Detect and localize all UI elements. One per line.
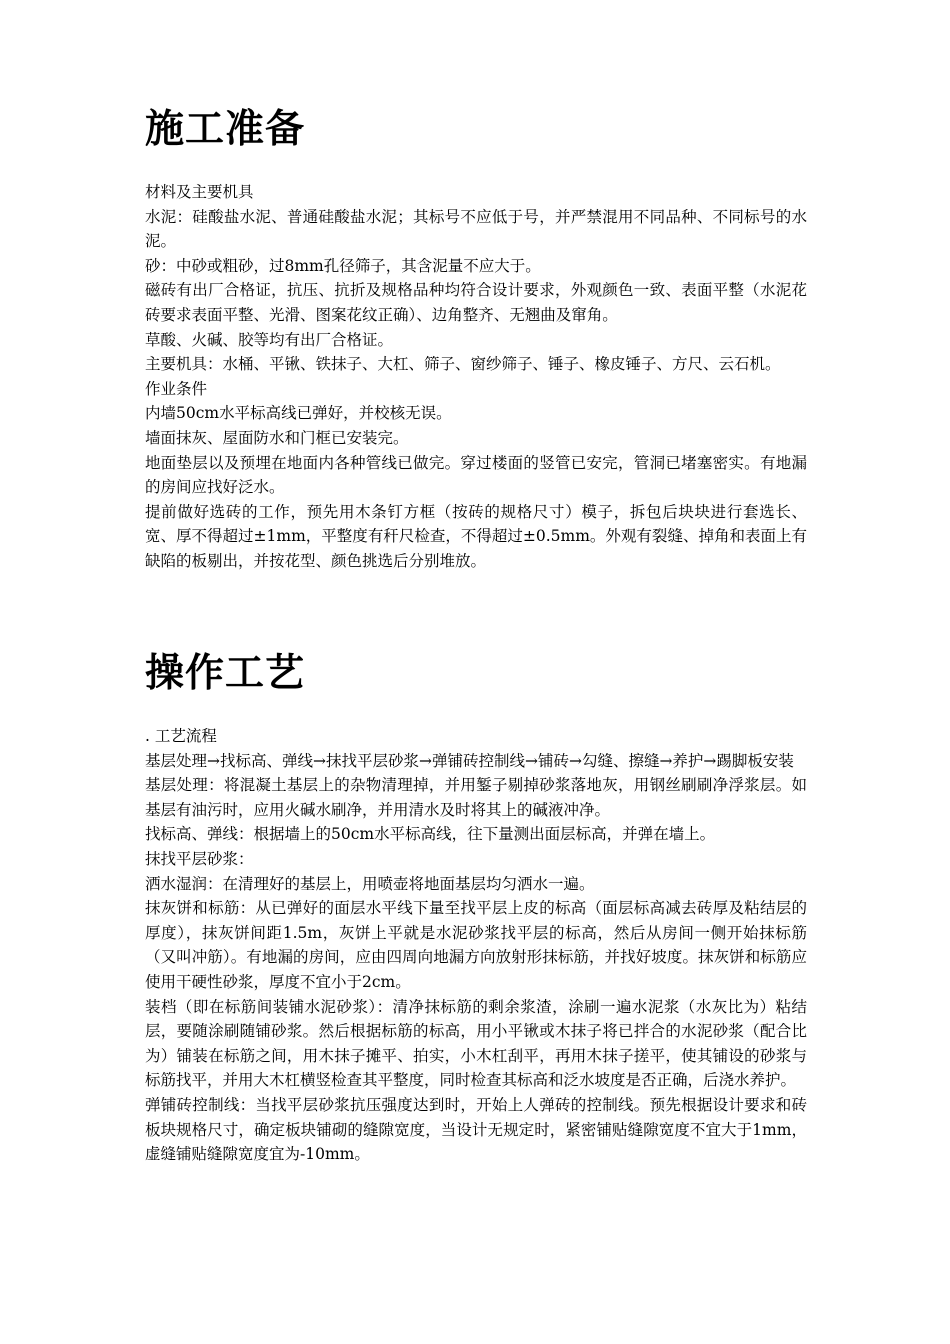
paragraph: 作业条件 — [145, 379, 208, 398]
paragraph: 基层处理→找标高、弹线→抹找平层砂浆→弹铺砖控制线→铺砖→勾缝、擦缝→养护→踢脚板安装 — [145, 751, 794, 770]
paragraph: 水泥：硅酸盐水泥、普通硅酸盐水泥；其标号不应低于号，并严禁混用不同品种、不同标号的水泥。 — [145, 207, 807, 251]
section-title: 操作工艺 — [145, 651, 306, 696]
paragraph: 基层处理：将混凝土基层上的杂物清理掉，并用錾子剔掉砂浆落地灰，用钢丝刷刷净浮浆层。如基层有油污时，应用火碱水刷净，并用清水及时将其上的碱液冲净。 — [145, 776, 807, 819]
section-construction-preparation — [145, 104, 807, 574]
paragraph: 草酸、火碱、胶等均有出厂合格证。 — [145, 330, 394, 349]
paragraph: 抹找平层砂浆： — [145, 849, 254, 868]
paragraph: 材料及主要机具 — [145, 183, 254, 201]
section-title: 施工准备 — [145, 107, 306, 152]
paragraph: 提前做好选砖的工作，预先用木条钉方框（按砖的规格尺寸）模子，拆包后块块进行套选长、宽、厚不得超过±1mm，平整度有秆尺检查，不得超过±0.5mm。外观有裂缝、掉角和表面上有缺陷的板剔出，并按花型、颜色挑选后分别堆放。 — [145, 502, 807, 570]
paragraph: 墙面抹灰、屋面防水和门框已安装完。 — [145, 428, 409, 447]
paragraph: 弹铺砖控制线：当找平层砂浆抗压强度达到时，开始上人弹砖的控制线。预先根据设计要求和砖板块规格尺寸，确定板块铺砌的缝隙宽度，当设计无规定时，紧密铺贴缝隙宽度不宜大于1mm，虚缝铺贴缝隙宽度宜为-10mm。 — [145, 1095, 807, 1164]
section-body — [145, 724, 807, 1167]
paragraph: 装档（即在标筋间装铺水泥砂浆）：清净抹标筋的剩余浆渣，涂刷一遍水泥浆（水灰比为）粘结层，要随涂刷随铺砂浆。然后根据标筋的标高，用小平锹或木抹子将已拌合的水泥砂浆（配合比为）铺装在标筋之间，用木抹子摊平、拍实，小木杠刮平，再用木抹子搓平，使其铺设的砂浆与标筋找平，并用大木杠横竖检查其平整度，同时检查其标高和泛水坡度是否正确，后浇水养护。 — [145, 997, 807, 1090]
paragraph: 抹灰饼和标筋：从已弹好的面层水平线下量至找平层上皮的标高（面层标高减去砖厚及粘结层的厚度），抹灰饼间距1.5m，灰饼上平就是水泥砂浆找平层的标高，然后从房间一侧开始抹标筋（又叫冲筋）。有地漏的房间，应由四周向地漏方向放射形抹标筋，并找好坡度。抹灰饼和标筋应使用干硬性砂浆，厚度不宜小于2cm。 — [145, 899, 807, 991]
section-operation-process — [145, 648, 807, 1167]
paragraph: 砂：中砂或粗砂，过8mm孔径筛子，其含泥量不应大于。 — [145, 256, 541, 275]
paragraph: . 工艺流程 — [145, 727, 217, 745]
paragraph: 洒水湿润：在清理好的基层上，用喷壶将地面基层均匀洒水一遍。 — [145, 874, 595, 893]
paragraph: 磁砖有出厂合格证，抗压、抗折及规格品种均符合设计要求，外观颜色一致、表面平整（水泥花砖要求表面平整、光滑、图案花纹正确）、边角整齐、无翘曲及窜角。 — [145, 281, 807, 324]
paragraph: 内墙50cm水平标高线已弹好，并校核无误。 — [145, 404, 452, 423]
section-body — [145, 180, 807, 574]
paragraph: 主要机具：水桶、平锹、铁抹子、大杠、筛子、窗纱筛子、锤子、橡皮锤子、方尺、云石机。 — [145, 355, 781, 374]
paragraph: 地面垫层以及预埋在地面内各种管线已做完。穿过楼面的竖管已安完，管洞已堵塞密实。有地漏的房间应找好泛水。 — [145, 453, 807, 497]
paragraph: 找标高、弹线：根据墙上的50cm水平标高线，往下量测出面层标高，并弹在墙上。 — [145, 825, 716, 844]
